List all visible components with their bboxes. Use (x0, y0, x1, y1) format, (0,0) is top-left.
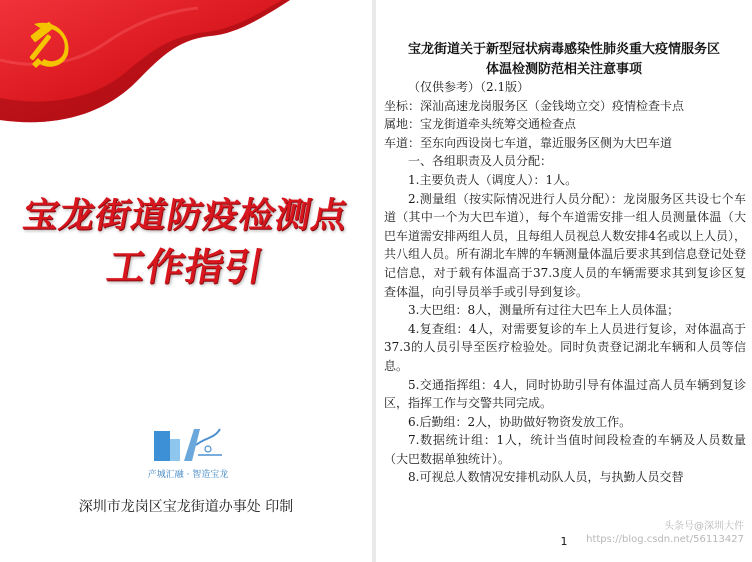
document-body (384, 78, 746, 487)
document-title-line2: 体温检测防范相关注意事项 (485, 62, 642, 77)
cover-page (0, 0, 372, 562)
content-page (376, 0, 752, 562)
baolong-logo-icon (148, 425, 228, 465)
printer-credit: 深圳市龙岗区宝龙街道办事处 印制 (78, 499, 294, 515)
watermark-line2: https://blog.csdn.net/56113427 (586, 534, 744, 545)
page-number: 1 (560, 535, 568, 548)
paragraph-item-8: 8.可视总人数情况安排机动队人员，与执勤人员交替 (408, 470, 684, 485)
logo-slogan: 产城汇融 · 智造宝龙 (147, 470, 229, 480)
paragraph-jurisdiction: 属地：宝龙街道牵头统筹交通检查点 (384, 117, 577, 132)
paragraph-item-4: 4.复查组：4人，对需要复诊的车上人员进行复诊，对体温高于37.3的人员引导至医疗检验处。同时负责登记湖北车辆和人员等信息。 (384, 321, 746, 373)
paragraph-item-2: 2.测量组（按实际情况进行人员分配）：龙岗服务区共设七个车道（其中一个为大巴车道），每个车道需安排一组人员测量体温（大巴车道需安排两组人员，且每组人员视总人数安排4名或以上人员），共八组人员。所有湖北车牌的车辆测量体温后要求其到信息登记处登记信息，对于载有体温高于37.3度人员的车辆需要求其到复诊区复查体温，向引导员举手或引导到复诊。 (384, 191, 746, 299)
paragraph-item-1: 1.主要负责人（调度人）：1人。 (408, 172, 578, 187)
watermark-line1: 头条号@深圳大件 (664, 521, 744, 532)
section-heading: 一、各组职责及人员分配： (408, 154, 553, 169)
paragraph-item-7: 7.数据统计组：1人，统计当值时间段检查的车辆及人员数量（大巴数据单独统计）。 (384, 433, 746, 466)
version-note: （仅供参考）（2.1版） (408, 80, 530, 94)
paragraph-coordinates: 坐标：深汕高速龙岗服务区（金钱坳立交）疫情检查卡点 (384, 98, 685, 113)
cover-title-line1: 宝龙街道防疫检测点 (19, 196, 351, 236)
cover-title-line2: 工作指引 (103, 245, 268, 289)
paragraph-item-3: 3.大巴组：8人，测量所有过往大巴车上人员体温； (408, 303, 680, 318)
paragraph-lanes: 车道：至东向西设岗七车道，靠近服务区侧为大巴车道 (384, 135, 673, 150)
hammer-sickle-icon (20, 14, 78, 72)
paragraph-item-6: 6.后勤组：2人，协助做好物资发放工作。 (408, 414, 632, 429)
watermark (586, 520, 744, 546)
paragraph-item-5: 5.交通指挥组：4人，同时协助引导有体温过高人员车辆到复诊区，指挥工作与交警共同完成。 (384, 377, 746, 411)
document-title-line1: 宝龙街道关于新型冠状病毒感染性肺炎重大疫情服务区 (407, 42, 720, 57)
